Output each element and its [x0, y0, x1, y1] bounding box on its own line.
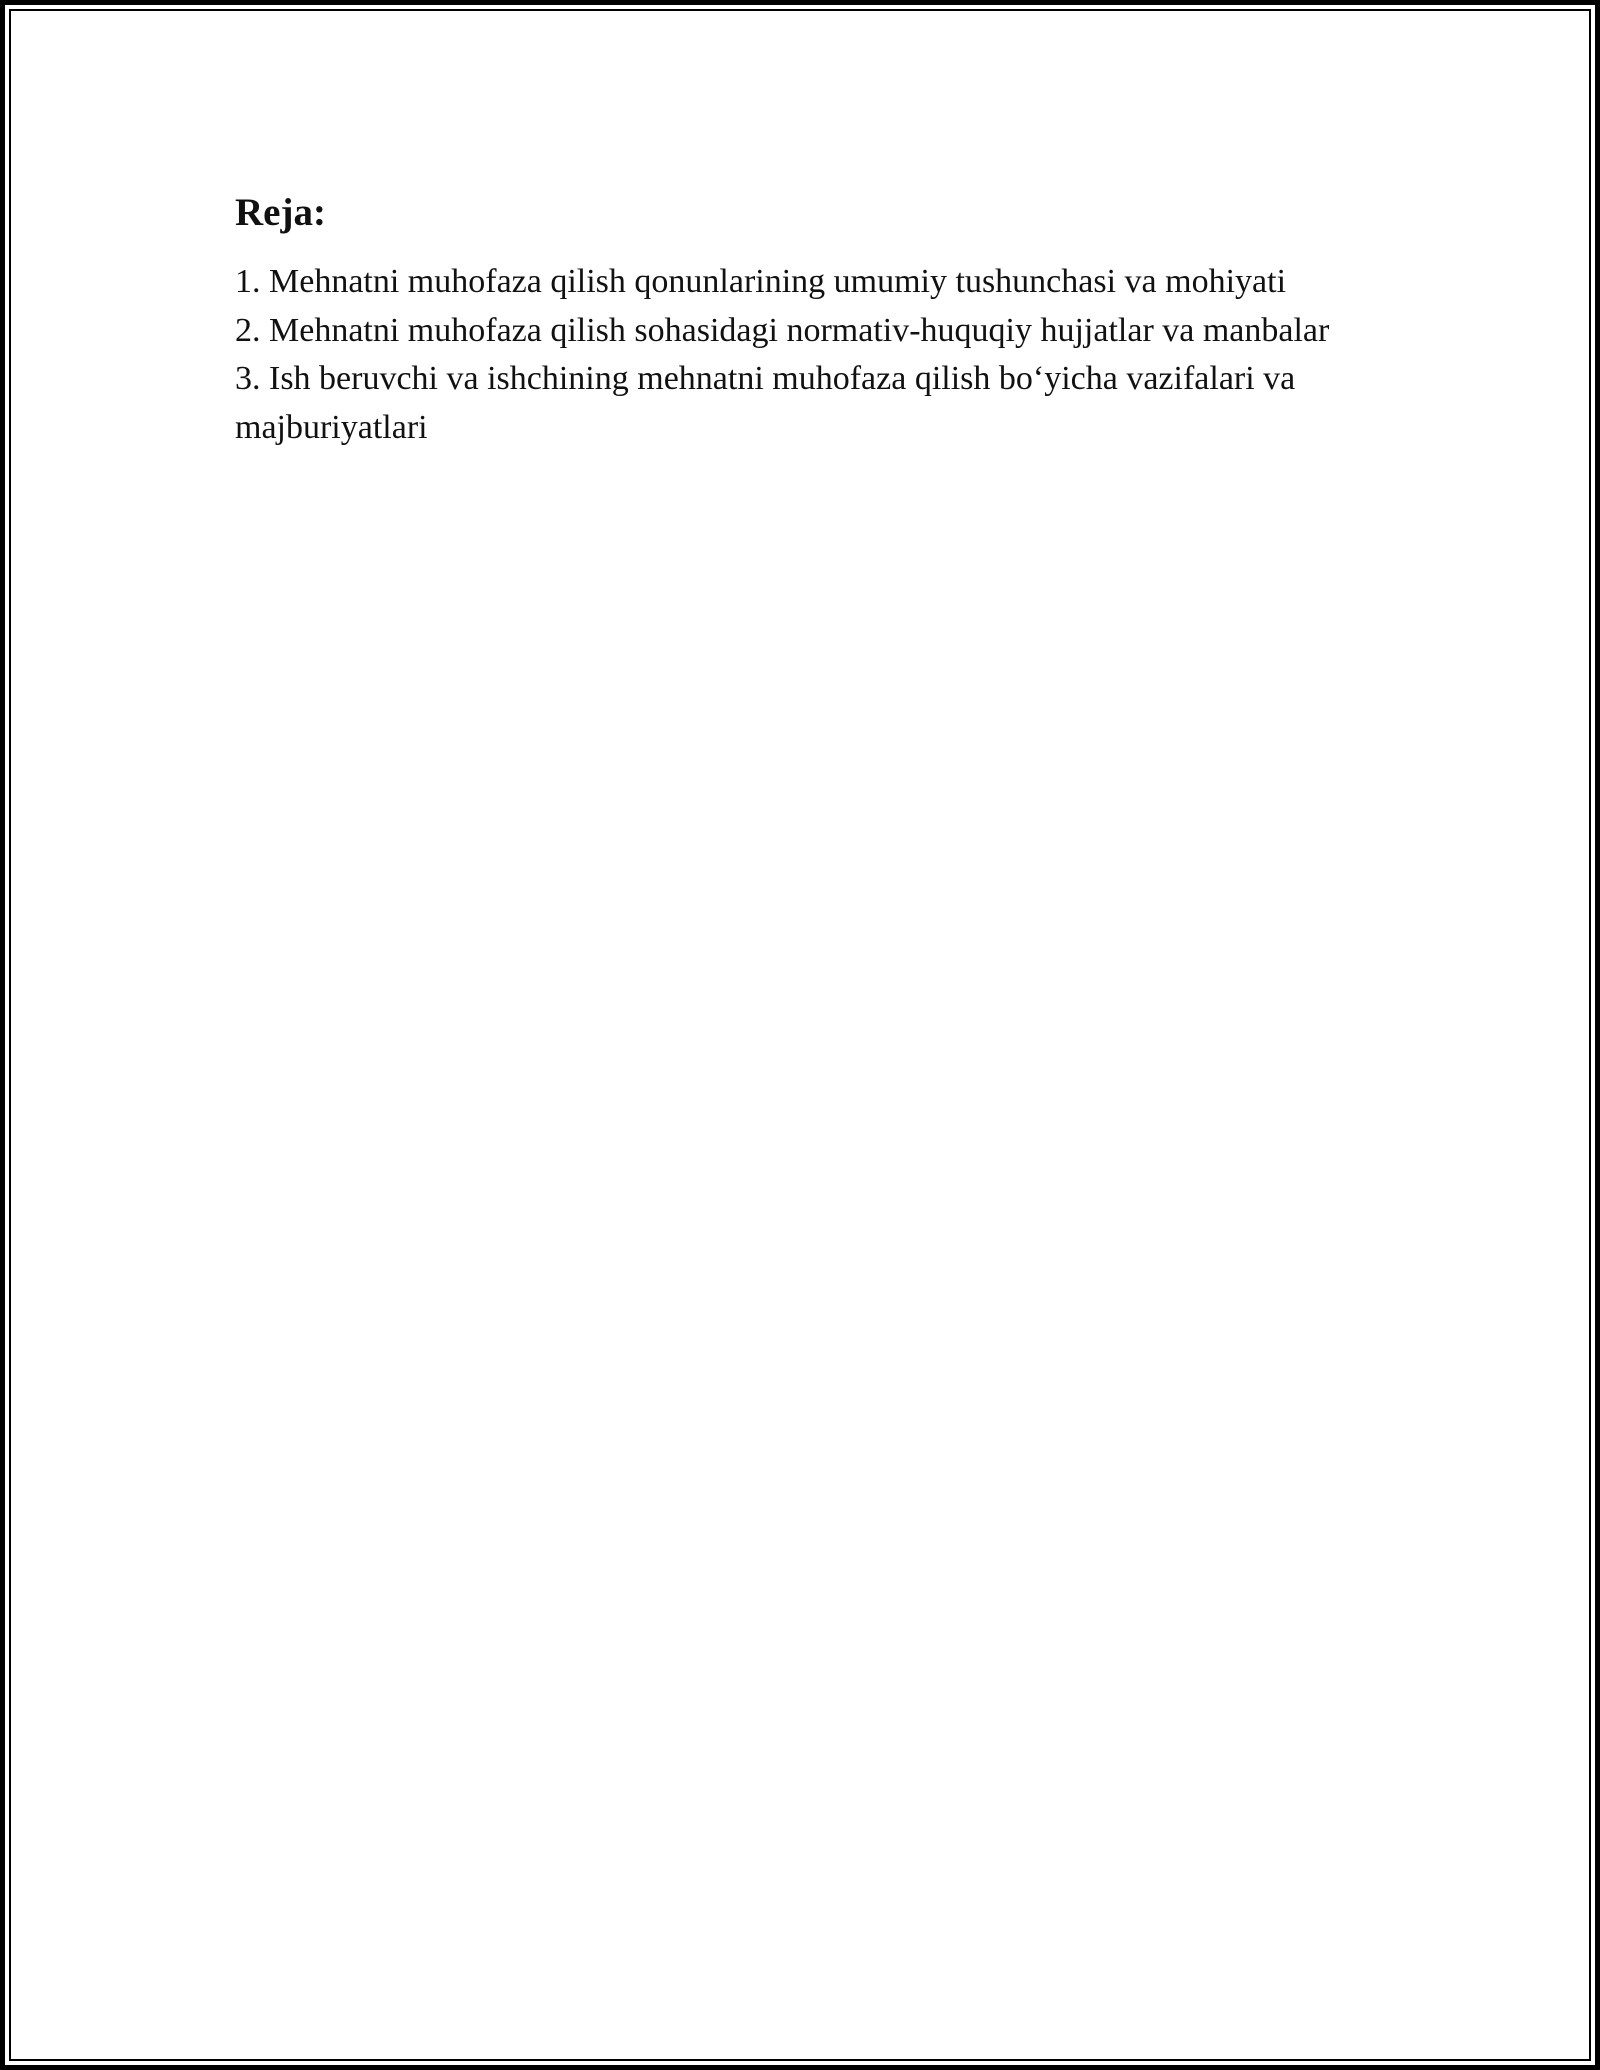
- plan-item-3: 3. Ish beruvchi va ishchining mehnatni muhofaza qilish bo‘yicha vazifalari va majburiyatlari: [235, 360, 1296, 446]
- plan-item-2: 2. Mehnatni muhofaza qilish sohasidagi normativ-huquqiy hujjatlar va manbalar: [235, 311, 1330, 349]
- page-content: [235, 188, 1365, 452]
- plan-list: [235, 258, 1365, 452]
- plan-item-1: 1. Mehnatni muhofaza qilish qonunlarining umumiy tushunchasi va mohiyati: [235, 263, 1287, 300]
- plan-heading: Reja:: [235, 191, 326, 234]
